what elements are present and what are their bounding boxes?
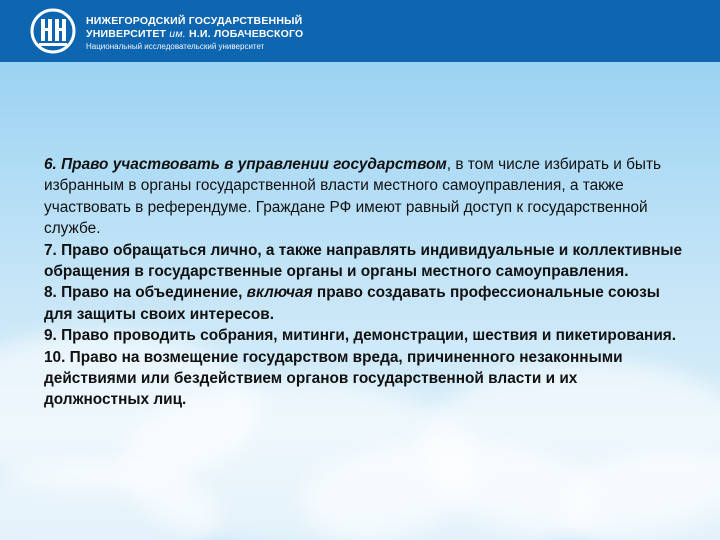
university-honoree: Н.И. ЛОБАЧЕВСКОГО xyxy=(188,28,304,40)
unn-logo-icon xyxy=(30,8,76,54)
university-name-line2 xyxy=(86,28,303,40)
right-8-part2: включая xyxy=(246,284,313,302)
university-name-line1: НИЖЕГОРОДСКИЙ ГОСУДАРСТВЕННЫЙ xyxy=(86,15,303,27)
right-item-6 xyxy=(44,154,684,240)
right-item-7: 7. Право обращаться лично, а также направлять индивидуальные и коллективные обращения в государственные органы и органы местного самоуправления. xyxy=(44,241,683,281)
university-im: им. xyxy=(169,28,189,40)
rights-text xyxy=(44,154,684,411)
right-8-part3: право создавать профессиональные союзы для защиты своих интересов. xyxy=(44,284,660,323)
right-item-10: 10. Право на возмещение государством вреда, причиненного незаконными действиями или бездействием органов государственной власти и их должностных лиц. xyxy=(44,348,623,409)
header-bar xyxy=(0,0,720,62)
university-word: УНИВЕРСИТЕТ xyxy=(86,28,170,40)
right-8-part1: 8. Право на объединение, xyxy=(44,284,247,302)
right-6-body: , в том числе избирать и быть избранным в органы государственной власти местного самоуправления, а также участвовать в референдуме. Граждане РФ имеют равный доступ к государственной службе. xyxy=(44,156,662,238)
right-item-9: 9. Право проводить собрания, митинги, демонстрации, шествия и пикетирования. xyxy=(44,327,677,345)
right-6-lead: 6. Право участвовать в управлении государством xyxy=(44,156,447,173)
university-subtitle: Национальный исследовательский университет xyxy=(86,42,265,51)
right-item-8 xyxy=(44,282,684,325)
